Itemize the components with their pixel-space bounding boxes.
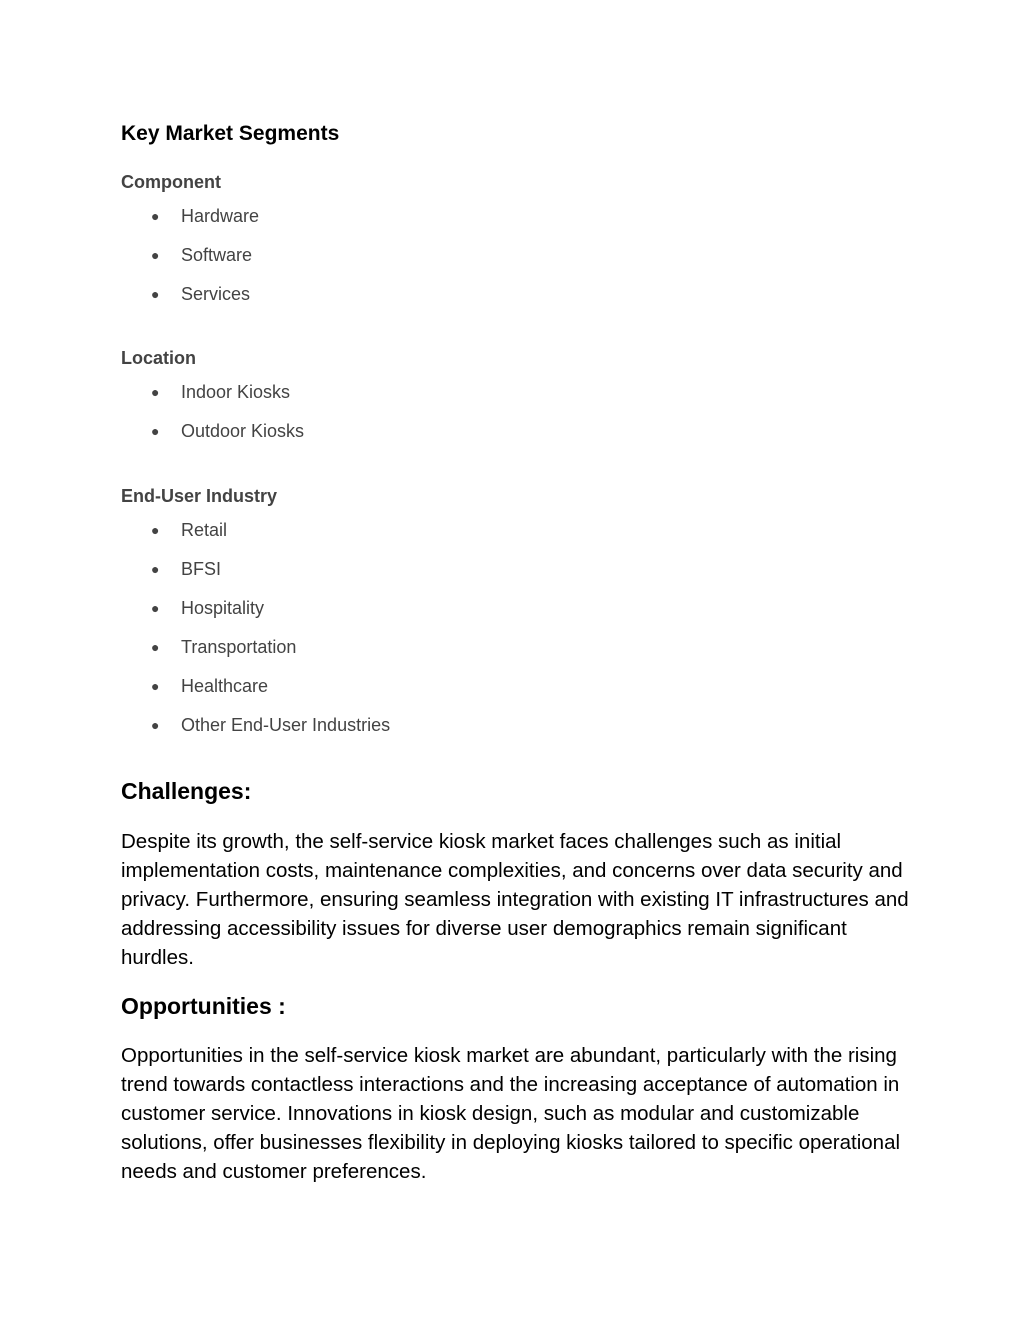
segment-title: Component [121, 172, 221, 192]
segment-list [121, 518, 391, 752]
bullet-icon: ● [151, 717, 160, 733]
segment-location [121, 346, 305, 458]
opportunities-paragraph: Opportunities in the self-service kiosk market are abundant, particularly with the rising trend towards contactless interactions and the increasing acceptance of automation in customer service. Innovations in kiosk design, such as modular and customizable solutions, offer businesses flexibility in deploying kiosks tailored to specific operational needs and customer preferences. [121, 1044, 901, 1183]
bullet-icon: ● [151, 286, 160, 302]
list-item-label: Retail [181, 520, 228, 540]
segment-component [121, 170, 260, 321]
list-item-label: BFSI [181, 559, 222, 579]
bullet-icon: ● [151, 247, 160, 263]
bullet-icon: ● [151, 678, 160, 694]
bullet-icon: ● [151, 522, 160, 538]
list-item [121, 596, 277, 635]
list-item-label: Hospitality [181, 598, 265, 618]
list-item [121, 518, 277, 557]
bullet-icon: ● [151, 384, 160, 400]
list-item-label: Software [181, 245, 253, 265]
page-title: Key Market Segments [121, 122, 340, 145]
list-item-label: Healthcare [181, 676, 269, 696]
segment-end-user-industry [121, 484, 391, 752]
segment-list [121, 380, 305, 458]
list-item-label: Transportation [181, 637, 297, 657]
list-item-label: Services [181, 284, 251, 304]
list-item [121, 557, 277, 596]
list-item [121, 282, 251, 321]
bullet-icon: ● [151, 208, 160, 224]
bullet-icon: ● [151, 600, 160, 616]
bullet-icon: ● [151, 639, 160, 655]
bullet-icon: ● [151, 561, 160, 577]
list-item-label: Hardware [181, 206, 260, 226]
list-item-label: Indoor Kiosks [181, 382, 291, 402]
list-item-label: Other End-User Industries [181, 715, 391, 735]
challenges-heading: Challenges: [121, 778, 252, 804]
list-item [121, 674, 277, 713]
list-item [121, 243, 253, 282]
segment-title: Location [121, 348, 196, 368]
challenges-paragraph: Despite its growth, the self-service kiosk market faces challenges such as initial implementation costs, maintenance complexities, and concerns over data security and privacy. Furthermore, ensuring seamless integration with existing IT infrastructures and addressing accessibility issues for diverse user demographics remain significant hurdles. [121, 830, 909, 969]
list-item [121, 419, 305, 458]
segment-list [121, 204, 260, 321]
list-item [121, 635, 297, 674]
list-item [121, 713, 391, 752]
list-item [121, 380, 291, 419]
list-item [121, 204, 260, 243]
opportunities-heading: Opportunities : [121, 993, 286, 1019]
segment-title: End-User Industry [121, 486, 278, 506]
list-item-label: Outdoor Kiosks [181, 421, 305, 441]
bullet-icon: ● [151, 423, 160, 439]
